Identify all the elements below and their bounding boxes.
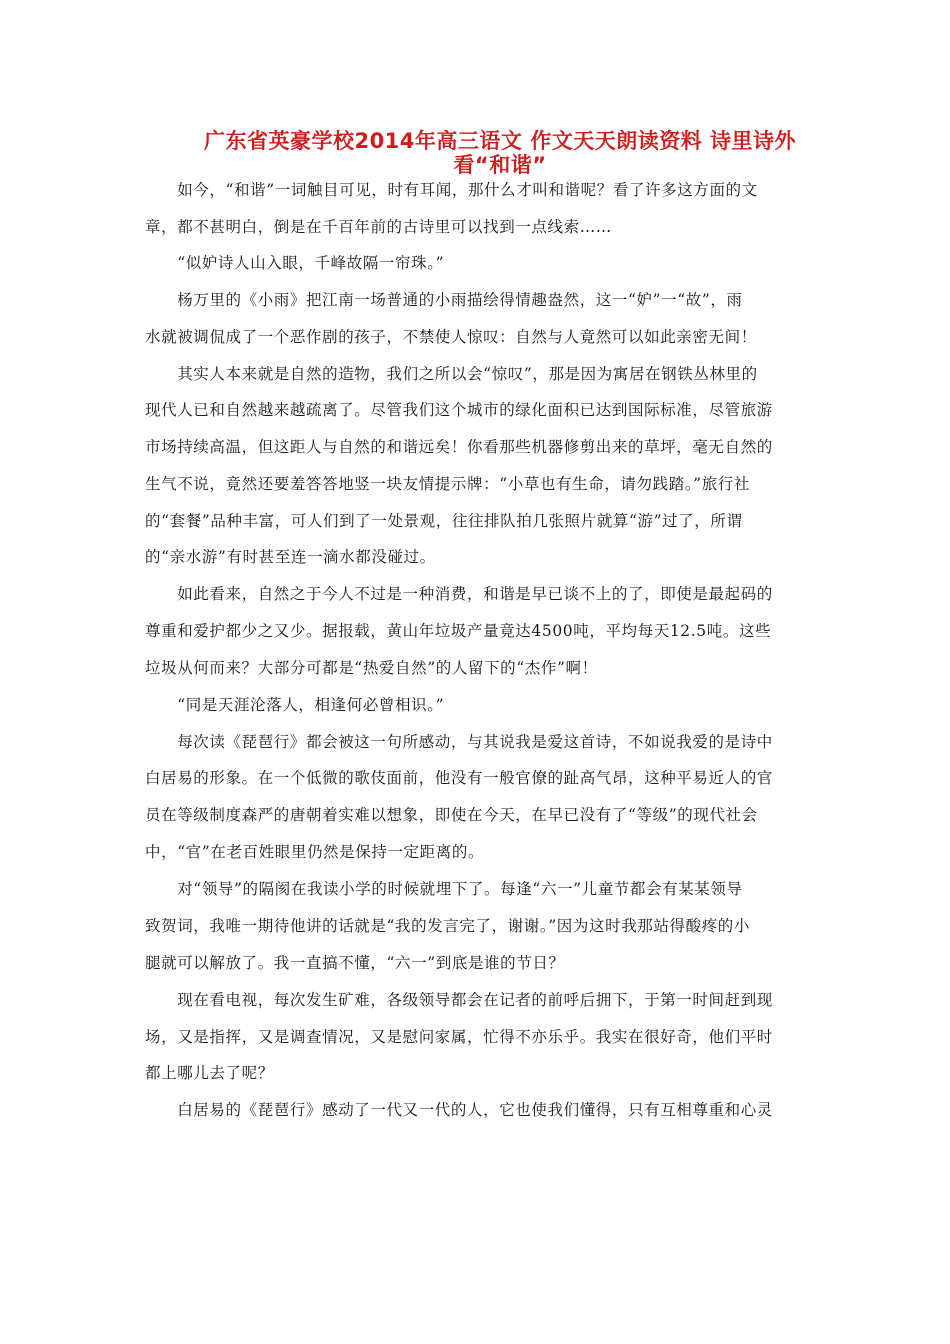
body-line: 其实人本来就是自然的造物，我们之所以会“惊叹”，那是因为寓居在钢铁丛林里的 <box>145 365 758 383</box>
body-line: 现代人已和自然越来越疏离了。尽管我们这个城市的绿化面积已达到国际标准，尽管旅游 <box>145 401 773 419</box>
body-line: 的“套餐”品种丰富，可人们到了一处景观，往往排队拍几张照片就算“游”过了，所谓 <box>145 512 743 530</box>
body-line: 垃圾从何而来？大部分可都是“热爱自然”的人留下的“杰作”啊！ <box>145 659 598 677</box>
body-line: 白居易的《琵琶行》感动了一代又一代的人，它也使我们懂得，只有互相尊重和心灵 <box>145 1101 773 1119</box>
body-line: 都上哪儿去了呢？ <box>145 1064 274 1082</box>
body-line: 的“亲水游”有时甚至连一滴水都没碰过。 <box>145 548 436 566</box>
body-line: 白居易的形象。在一个低微的歌伎面前，他没有一般官僚的趾高气昂，这种平易近人的官 <box>145 769 773 787</box>
body-line: 尊重和爱护都少之又少。据报载，黄山年垃圾产量竟达4500吨，平均每天12.5吨。这些 <box>145 622 772 640</box>
body-line: 致贺词，我唯一期待他讲的话就是“我的发言完了，谢谢。”因为这时我那站得酸疼的小 <box>145 917 751 935</box>
body-line: 水就被调侃成了一个恶作剧的孩子，不禁使人惊叹：自然与人竟然可以如此亲密无间！ <box>145 328 757 346</box>
body-line: 中，“官”在老百姓眼里仍然是保持一定距离的。 <box>145 843 485 861</box>
body-line: 对“领导”的隔阂在我读小学的时候就埋下了。每逢“六一”儿童节都会有某某领导 <box>145 880 743 898</box>
body-line: “似妒诗人山入眼，千峰故隔一帘珠。” <box>145 254 445 272</box>
body-line: “同是天涯沦落人，相逢何必曾相识。” <box>145 696 445 714</box>
document-title-line-2: 看“和谐” <box>453 153 547 177</box>
body-line: 市场持续高温，但这距人与自然的和谐远矣！你看那些机器修剪出来的草坪，毫无自然的 <box>145 438 773 456</box>
body-line: 生气不说，竟然还要羞答答地竖一块友情提示牌：“小草也有生命，请勿践踏。”旅行社 <box>145 475 751 493</box>
body-line: 如今，“和谐”一词触目可见，时有耳闻，那什么才叫和谐呢？看了许多这方面的文 <box>145 181 758 199</box>
document-title-line-1: 广东省英豪学校2014年高三语文 作文天天朗读资料 诗里诗外 <box>203 129 797 153</box>
body-line: 每次读《琵琶行》都会被这一句所感动，与其说我是爱这首诗，不如说我爱的是诗中 <box>145 733 773 751</box>
body-line: 员在等级制度森严的唐朝着实难以想象，即使在今天，在早已没有了“等级”的现代社会 <box>145 806 758 824</box>
body-line: 现在看电视，每次发生矿难，各级领导都会在记者的前呼后拥下，于第一时间赶到现 <box>145 991 773 1009</box>
body-line: 场，又是指挥，又是调查情况，又是慰问家属，忙得不亦乐乎。我实在很好奇，他们平时 <box>145 1028 773 1046</box>
body-line: 章，都不甚明白，倒是在千百年前的古诗里可以找到一点线索…… <box>145 218 612 236</box>
body-line: 腿就可以解放了。我一直搞不懂，“六一”到底是谁的节日？ <box>145 954 565 972</box>
body-line: 杨万里的《小雨》把江南一场普通的小雨描绘得情趣盎然，这一“妒”一“故”，雨 <box>145 291 743 309</box>
body-line: 如此看来，自然之于今人不过是一种消费，和谐是早已谈不上的了，即使是最起码的 <box>145 585 773 603</box>
